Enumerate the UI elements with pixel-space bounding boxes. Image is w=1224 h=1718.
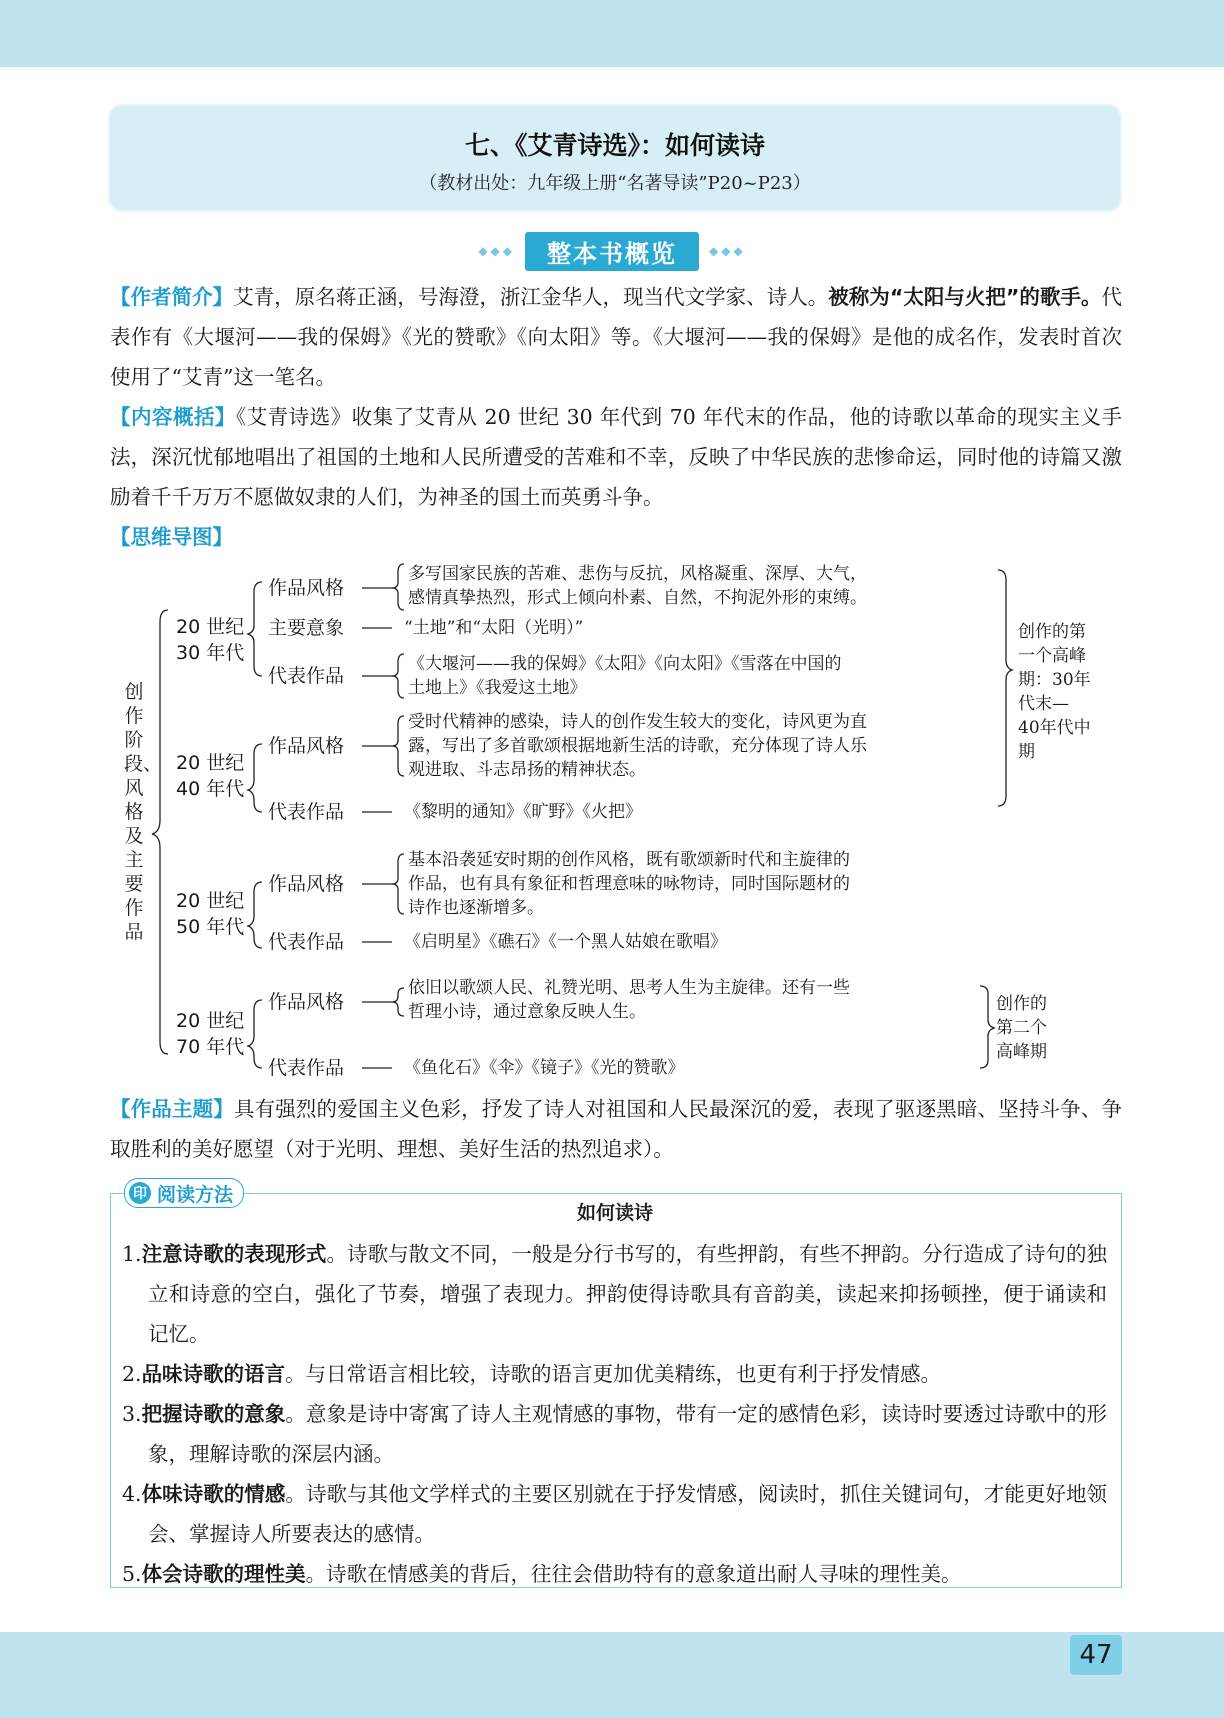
diamond-deco-icon: ◆◆◆ [709,244,746,258]
item-key: 作品风格 [268,873,345,895]
method-item-number: 4. [122,1482,142,1506]
item-key: 作品风格 [268,577,345,599]
theme-text: 具有强烈的爱国主义色彩，抒发了诗人对祖国和人民最深沉的爱，表现了驱逐黑暗、坚持斗争、争取胜利的美好愿望（对于光明、理想、美好生活的热烈追求）。 [110,1097,1122,1161]
method-item-body: 。诗歌与其他文学样式的主要区别就在于抒发情感，阅读时，抓住关键词句，才能更好地领会、掌握诗人所要表达的感情。 [148,1482,1108,1546]
method-item-number: 3. [122,1402,142,1426]
item-value-line: 多写国家民族的苦难、悲伤与反抗，风格凝重、深厚、大气， [408,564,867,584]
item-value: 《启明星》《礁石》《一个黑人姑娘在歌唱》 [404,932,727,952]
item-key: 作品风格 [268,735,345,757]
method-item-head: 注意诗歌的表现形式 [141,1242,327,1266]
chapter-source: （教材出处：九年级上册“名著导读”P20~P23） [419,173,811,194]
period-label-line: 40 年代 [176,778,245,800]
method-item-number: 5. [122,1562,142,1586]
read-badge-icon: 印 [129,1182,151,1204]
mindmap-root: 创作阶段、风格及主要作品 [124,681,163,943]
method-item [122,1234,1107,1354]
item-value: “土地”和“太阳（光明）” [404,618,584,638]
diamond-deco-icon: ◆◆◆ [478,244,515,258]
item-value-line: 基本沿袭延安时期的创作风格，既有歌颂新时代和主旋律的 [408,850,850,870]
author-highlight: 被称为“太阳与火把”的歌手。 [828,285,1102,309]
item-key: 代表作品 [268,1057,345,1079]
period-label-line: 70 年代 [176,1036,245,1058]
period-label [176,888,244,940]
section-banner-label: 整本书概览 [525,232,699,271]
period-label [176,1008,244,1060]
summary-text: 《艾青诗选》收集了艾青从 20 世纪 30 年代到 70 年代末的作品，他的诗歌以革命的现实主义手法，深沉忧郁地唱出了祖国的土地和人民所遭受的苦难和不幸，反映了中华民族的悲惨命运，同时他的诗篇又激励着千千万万不愿做奴隶的人们，为神圣的国土而英勇斗争。 [110,405,1123,509]
item-value-line: 露，写出了多首歌颂根据地新生活的诗歌，充分体现了诗人乐 [408,736,867,756]
work-theme [110,1089,1122,1169]
item-value [408,848,850,920]
item-value-line: 土地上》《我爱这土地》 [408,678,587,698]
summary-tag: 【内容概括】 [110,405,236,429]
item-value [408,710,867,782]
item-value: 《黎明的通知》《旷野》《火把》 [404,802,642,822]
peak-note-line: 代末— [1018,694,1069,714]
item-value [408,562,867,610]
item-value-line: 受时代精神的感染，诗人的创作发生较大的变化，诗风更为直 [408,712,867,732]
peak-note-line: 第二个 [996,1018,1047,1038]
reading-method-title: 如何读诗 [576,1202,653,1224]
peak-note-line: 创作的第 [1018,622,1086,642]
method-item-head: 品味诗歌的语言 [141,1362,286,1386]
author-text: 艾青，原名蒋正涵，号海澄，浙江金华人，现当代文学家、诗人。 [233,285,829,309]
peak-note-line: 高峰期 [996,1042,1047,1062]
period-label-line: 50 年代 [176,916,245,938]
item-value-line: 依旧以歌颂人民、礼赞光明、思考人生为主旋律。还有一些 [408,978,850,998]
method-item [122,1354,1107,1394]
period-label-line: 20 世纪 [176,752,245,774]
method-item-head: 把握诗歌的意象 [141,1402,286,1426]
item-value-line: 诗作也逐渐增多。 [408,898,544,918]
method-item-body: 。意象是诗中寄寓了诗人主观情感的事物，带有一定的感情色彩，读诗时要透过诗歌中的形象，理解诗歌的深层内涵。 [148,1402,1108,1466]
period-label-line: 20 世纪 [176,616,245,638]
method-item-body: 。与日常语言相比较，诗歌的语言更加优美精练，也更有利于抒发情感。 [285,1362,942,1386]
item-value-line: 哲理小诗，通过意象反映人生。 [408,1002,646,1022]
method-item [122,1394,1107,1474]
bottom-band [0,1632,1224,1718]
peak-note-line: 40年代中 [1018,718,1091,738]
period-label-line: 20 世纪 [176,1010,245,1032]
method-item-body: 。诗歌在情感美的背后，往往会借助特有的意象道出耐人寻味的理性美。 [305,1562,962,1586]
author-tag: 【作者简介】 [110,285,234,309]
item-key: 代表作品 [268,801,345,823]
period-label-line: 30 年代 [176,642,245,664]
item-value [408,652,842,700]
item-key: 代表作品 [268,931,345,953]
item-key: 作品风格 [268,991,345,1013]
method-item-number: 1. [122,1242,142,1266]
period-label [176,614,244,666]
author-text-2: 代表作有《大堰河——我的保姆》《光的赞歌》《向太阳》等。《大堰河——我的保姆》是他的成名作，发表时首次使用了“艾青”这一笔名。 [110,285,1123,389]
peak-note-first [1018,620,1118,764]
method-item [122,1474,1107,1554]
item-value [408,976,850,1024]
peak-note-line: 期：30年 [1018,670,1091,690]
item-value-line: 作品，也有具有象征和哲理意味的咏物诗，同时国际题材的 [408,874,850,894]
reading-method-label: 阅读方法 [157,1183,234,1206]
method-item-body: 。诗歌与散文不同，一般是分行书写的，有些押韵，有些不押韵。分行造成了诗句的独立和诗意的空白，强化了节奏，增强了表现力。押韵使得诗歌具有音韵美，读起来抑扬顿挫，便于诵读和记忆。 [148,1242,1108,1346]
item-value-line: 观进取、斗志昂扬的精神状态。 [408,760,646,780]
method-item-head: 体味诗歌的情感 [141,1482,286,1506]
peak-note-line: 创作的 [996,994,1047,1014]
page-number: 47 [1070,1635,1122,1675]
peak-note-line: 一个高峰 [1018,646,1086,666]
method-item-number: 2. [122,1362,142,1386]
chapter-title: 七、《艾青诗选》：如何读诗 [464,131,765,160]
method-item-head: 体会诗歌的理性美 [141,1562,306,1586]
method-item [122,1554,1107,1594]
item-value-line: 《大堰河——我的保姆》《太阳》《向太阳》《雪落在中国的 [408,654,842,674]
peak-note-second [996,992,1076,1064]
peak-note-line: 期 [1018,742,1035,762]
period-label [176,750,244,802]
mindmap-tag: 【思维导图】 [110,525,233,549]
item-value-line: 感情真挚热烈，形式上倾向朴素、自然，不拘泥外形的束缚。 [408,588,867,608]
period-label-line: 20 世纪 [176,890,245,912]
item-value: 《鱼化石》《伞》《镜子》《光的赞歌》 [404,1058,685,1078]
theme-tag: 【作品主题】 [110,1097,234,1121]
item-key: 代表作品 [268,665,345,687]
item-key: 主要意象 [268,617,345,639]
